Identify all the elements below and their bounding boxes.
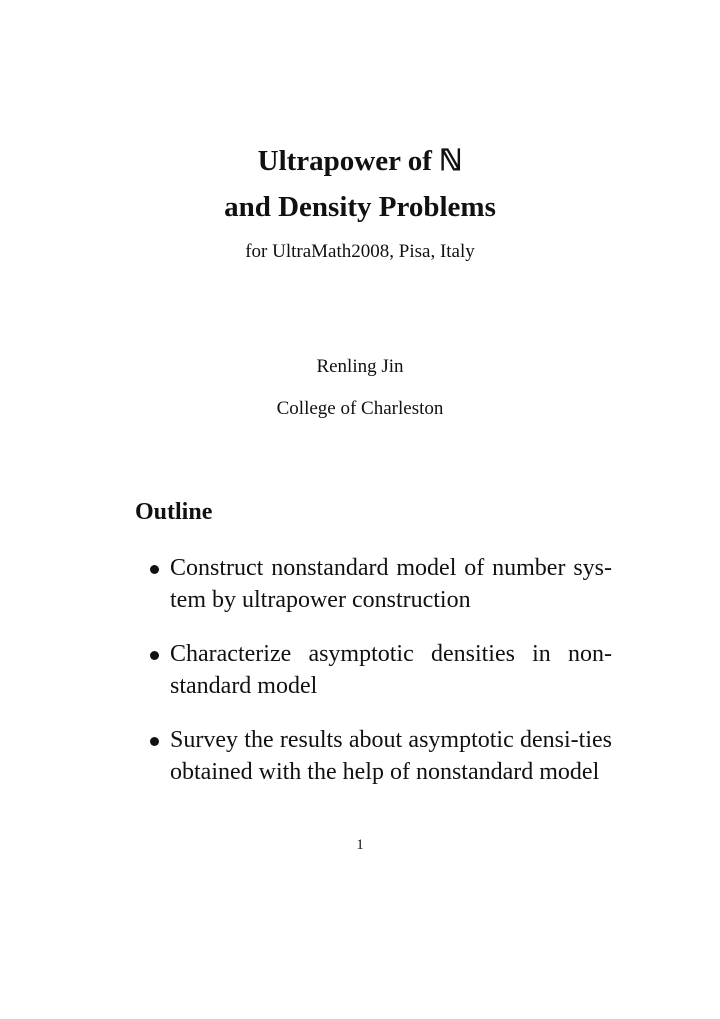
outline-item — [150, 724, 612, 788]
outline-item — [150, 552, 612, 616]
outline-item — [150, 638, 612, 702]
page-number: 1 — [356, 837, 364, 853]
title-line-2: and Density Problems — [224, 191, 496, 223]
author-name: Renling Jin — [316, 356, 404, 377]
title-line-1: Ultrapower of ℕ — [257, 145, 463, 177]
outline-item-text: Construct nonstandard model of number sys-tem by ultrapower construction — [170, 555, 612, 613]
outline-heading: Outline — [135, 499, 213, 525]
outline-item-text: Survey the results about asymptotic densi-ties obtained with the help of nonstandard model — [170, 727, 612, 785]
outline-list — [150, 552, 612, 810]
bullet-icon — [150, 565, 159, 574]
bullet-icon — [150, 737, 159, 746]
bullet-icon — [150, 651, 159, 660]
outline-item-text: Characterize asymptotic densities in non-standard model — [170, 641, 612, 699]
author-affiliation: College of Charleston — [276, 398, 444, 419]
subtitle: for UltraMath2008, Pisa, Italy — [245, 241, 475, 262]
